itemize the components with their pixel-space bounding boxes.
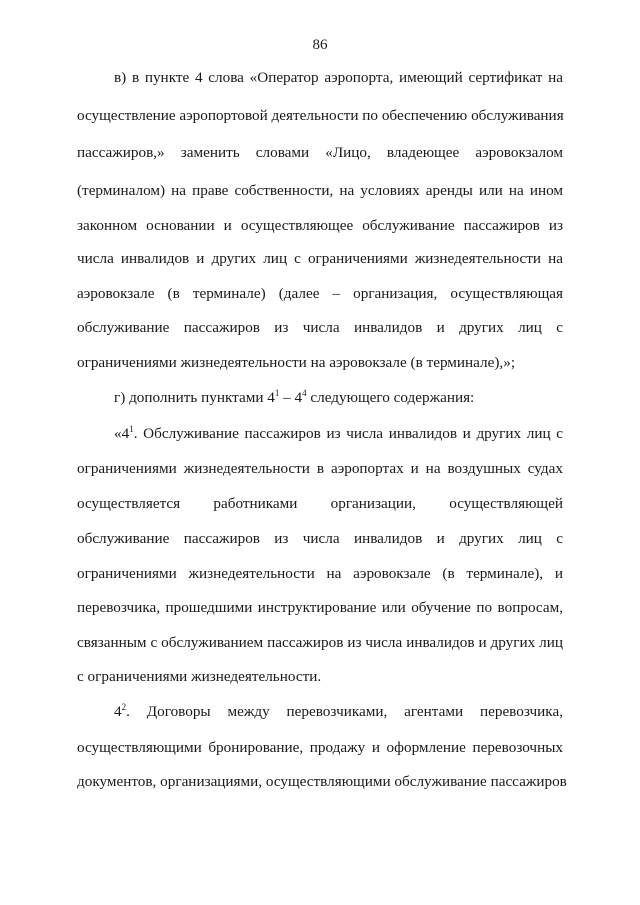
paragraph-4-1-line-6: перевозчика, прошедшими инструктирование или обучение по вопросам, (77, 599, 563, 616)
paragraph-v-line-4: (терминалом) на праве собственности, на условиях аренды или на ином (77, 182, 563, 199)
superscript: 2 (121, 702, 127, 712)
superscript: 4 (302, 388, 307, 398)
paragraph-4-1-line-5: ограничениями жизнедеятельности на аэровокзале (в терминале), и (77, 565, 563, 582)
paragraph-4-2-line-2: осуществляющими бронирование, продажу и оформление перевозочных (77, 739, 563, 756)
paragraph-v-line-6: числа инвалидов и других лиц с ограничениями жизнедеятельности на (77, 250, 563, 267)
paragraph-g-line-1 (114, 388, 563, 408)
paragraph-4-1-line-7: связанным с обслуживанием пассажиров из числа инвалидов и других лиц (77, 634, 563, 651)
paragraph-v-line-1: в) в пункте 4 слова «Оператор аэропорта, имеющий сертификат на (114, 69, 563, 86)
superscript: 1 (274, 388, 280, 398)
text-run: «4 (114, 425, 130, 442)
paragraph-4-1-line-2: ограничениями жизнедеятельности в аэропортах и на воздушных судах (77, 460, 563, 477)
paragraph-4-2-line-1 (114, 702, 563, 722)
paragraph-4-1-line-3: осуществляется работниками организации, осуществляющей (77, 495, 563, 512)
paragraph-v-line-3: пассажиров,» заменить словами «Лицо, владеющее аэровокзалом (77, 144, 563, 161)
superscript: 1 (129, 424, 134, 434)
text-run: – 4 (279, 389, 303, 406)
paragraph-v-line-7: аэровокзале (в терминале) (далее – организация, осуществляющая (77, 285, 563, 302)
text-run: г) дополнить пунктами 4 (114, 389, 275, 406)
text-run: . Договоры между перевозчиками, агентами перевозчика, (126, 703, 563, 720)
page-number: 86 (312, 37, 328, 53)
paragraph-v-line-9: ограничениями жизнедеятельности на аэровокзале (в терминале),»; (77, 354, 516, 371)
paragraph-4-1-line-8: с ограничениями жизнедеятельности. (77, 668, 322, 685)
paragraph-4-2-line-3: документов, организациями, осуществляющими обслуживание пассажиров (77, 773, 567, 790)
paragraph-v-line-8: обслуживание пассажиров из числа инвалидов и других лиц с (77, 319, 563, 336)
text-run: . Обслуживание пассажиров из числа инвалидов и других лиц с (133, 425, 563, 442)
paragraph-v-line-5: законном основании и осуществляющее обслуживание пассажиров из (77, 217, 563, 234)
text-run: 4 (114, 703, 122, 720)
paragraph-v-line-2: осуществление аэропортовой деятельности по обеспечению обслуживания (77, 107, 564, 124)
paragraph-4-1-line-1 (114, 424, 563, 444)
paragraph-4-1-line-4: обслуживание пассажиров из числа инвалидов и других лиц с (77, 530, 563, 547)
text-run: следующего содержания: (306, 389, 475, 406)
